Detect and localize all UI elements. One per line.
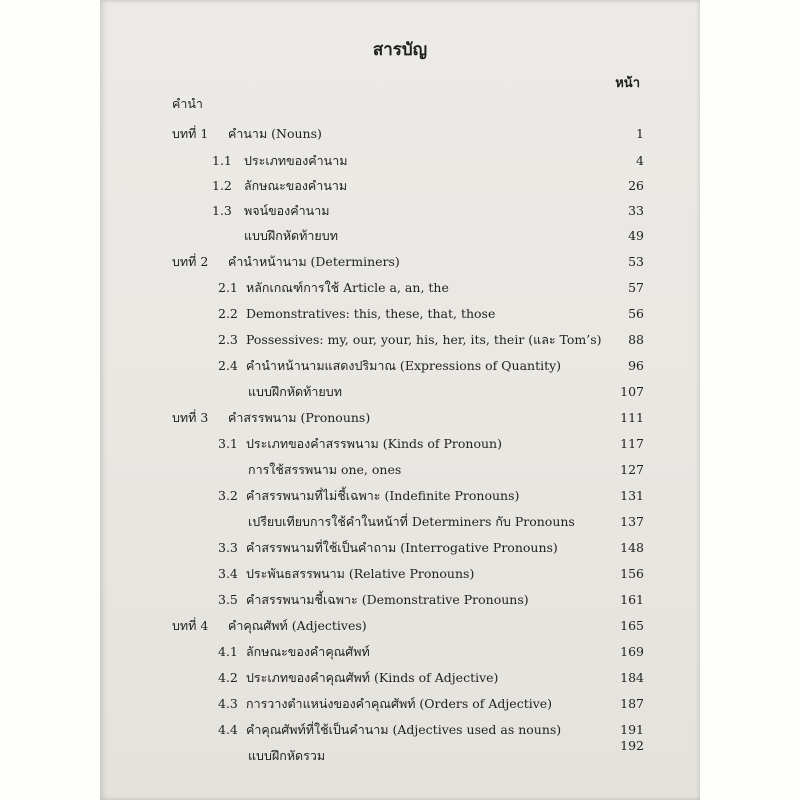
toc-entry-label: คำคุณศัพท์ที่ใช้เป็นคำนาม (Adjectives used as nouns): [246, 722, 562, 737]
toc-entry-number: บทที่ 1: [172, 126, 209, 141]
toc-entry-label: ประเภทของคำนาม: [244, 153, 348, 168]
toc-entry-page: 131: [620, 488, 644, 503]
toc-entry-label: แบบฝึกหัดรวม: [248, 748, 326, 763]
toc-entry: [0, 303, 800, 325]
toc-entry: [0, 537, 800, 559]
toc-entry: [0, 433, 800, 455]
toc-entry-page: 57: [628, 280, 644, 295]
toc-entry-number: 3.3: [218, 540, 238, 555]
toc-entry-number: 3.2: [218, 488, 238, 503]
toc-entry-page: 88: [628, 332, 644, 347]
toc-entry-page: 26: [628, 178, 644, 193]
toc-entry-label: คำสรรพนามที่ใช้เป็นคำถาม (Interrogative Pronouns): [246, 540, 558, 555]
toc-entry-number: 3.5: [218, 592, 238, 607]
toc-entry-label: พจน์ของคำนาม: [244, 203, 330, 218]
toc-entry-number: 1.1: [212, 153, 232, 168]
toc-entry-label: คำสรรพนาม (Pronouns): [228, 410, 371, 425]
toc-chapter-2: [0, 251, 800, 273]
page-title: สารบัญ: [372, 40, 428, 60]
toc-entry-page: 169: [620, 644, 644, 659]
toc-entry-label: คำนำหน้านามแสดงปริมาณ (Expressions of Quantity): [246, 358, 562, 373]
toc-entry-preface: [0, 93, 800, 115]
toc-entry-label: คำนำ: [172, 96, 203, 111]
toc-entry-label: คำสรรพนามชี้เฉพาะ (Demonstrative Pronouns): [246, 592, 529, 607]
toc-entry-page: 192: [620, 738, 644, 753]
toc-entry-page: 49: [628, 228, 644, 243]
toc-entry-label: Possessives: my, our, your, his, her, its, their (และ Tom’s): [246, 332, 602, 347]
toc-entry: [0, 589, 800, 611]
toc-entry-label: คำสรรพนามที่ไม่ชี้เฉพาะ (Indefinite Pronouns): [246, 488, 520, 503]
toc-entry-page: 137: [620, 514, 644, 529]
toc-entry: [0, 563, 800, 585]
toc-entry-number: 4.3: [218, 696, 238, 711]
toc-entry-number: 1.2: [212, 178, 232, 193]
toc-chapter-4: [0, 615, 800, 637]
page-column-header: หน้า: [615, 76, 640, 91]
toc-entry-page: 107: [620, 384, 644, 399]
toc-entry-label: แบบฝึกหัดท้ายบท: [248, 384, 342, 399]
toc-entry-page: 1: [636, 126, 644, 141]
toc-entry-label: ประพันธสรรพนาม (Relative Pronouns): [246, 566, 475, 581]
toc-entry-number: 2.3: [218, 332, 238, 347]
toc-entry-page: 165: [620, 618, 644, 633]
toc-entry-label: คำนาม (Nouns): [228, 126, 322, 141]
toc-entry-page: 191: [620, 722, 644, 737]
toc-entry-page: 53: [628, 254, 644, 269]
toc-entry: [0, 693, 800, 715]
toc-entry: [0, 150, 800, 172]
toc-entry-label: Demonstratives: this, these, that, those: [246, 306, 496, 321]
toc-entry-label: ประเภทของคำคุณศัพท์ (Kinds of Adjective): [246, 670, 499, 685]
toc-entry-page: 148: [620, 540, 644, 555]
toc-entry-number: บทที่ 3: [172, 410, 209, 425]
toc-entry-number: 4.1: [218, 644, 238, 659]
toc-entry-label: เปรียบเทียบการใช้คำในหน้าที่ Determiners กับ Pronouns: [248, 514, 575, 529]
toc-entry-label: หลักเกณฑ์การใช้ Article a, an, the: [246, 280, 449, 295]
toc-entry-number: 2.4: [218, 358, 238, 373]
toc-entry: [0, 175, 800, 197]
toc-entry-page: 4: [636, 153, 644, 168]
toc-entry-label: ลักษณะของคำคุณศัพท์: [246, 644, 370, 659]
toc-entry: [0, 511, 800, 533]
toc-entry-number: บทที่ 4: [172, 618, 209, 633]
toc-entry-page: 33: [628, 203, 644, 218]
toc-entry-exercise: [0, 381, 800, 403]
toc-entry: [0, 355, 800, 377]
toc-entry-page: 56: [628, 306, 644, 321]
toc-entry-page: 187: [620, 696, 644, 711]
toc-entry: [0, 667, 800, 689]
toc-entry: [0, 277, 800, 299]
toc-entry-exercise: [0, 738, 800, 767]
toc-entry-page: 111: [620, 410, 644, 425]
toc-chapter-3: [0, 407, 800, 429]
toc-entry-number: 3.1: [218, 436, 238, 451]
toc-entry-number: 3.4: [218, 566, 238, 581]
toc-entry-page: 161: [620, 592, 644, 607]
toc-entry-number: 4.2: [218, 670, 238, 685]
toc-entry-page: 156: [620, 566, 644, 581]
toc-entry: [0, 329, 800, 351]
toc-entry-label: คำนำหน้านาม (Determiners): [228, 254, 400, 269]
toc-entry: [0, 719, 800, 741]
toc-entry-label: ประเภทของคำสรรพนาม (Kinds of Pronoun): [246, 436, 502, 451]
toc-entry-label: แบบฝึกหัดท้ายบท: [244, 228, 338, 243]
toc-entry: [0, 459, 800, 481]
toc-entry-number: 1.3: [212, 203, 232, 218]
toc-entry-number: บทที่ 2: [172, 254, 209, 269]
toc-entry-page: 96: [628, 358, 644, 373]
toc-entry: [0, 641, 800, 663]
toc-entry-number: 2.1: [218, 280, 238, 295]
toc-entry: [0, 200, 800, 222]
toc-entry-label: คำคุณศัพท์ (Adjectives): [228, 618, 367, 633]
toc-entry-label: ลักษณะของคำนาม: [244, 178, 348, 193]
toc-entry-label: การวางตำแหน่งของคำคุณศัพท์ (Orders of Adjective): [246, 696, 553, 711]
toc-entry-number: 2.2: [218, 306, 238, 321]
toc-entry: [0, 485, 800, 507]
toc-entry-label: การใช้สรรพนาม one, ones: [248, 462, 402, 477]
toc-chapter-1: [0, 123, 800, 145]
toc-entry-page: 184: [620, 670, 644, 685]
toc-entry-page: 117: [620, 436, 644, 451]
toc-entry-exercise: [0, 225, 800, 247]
toc-entry-page: 127: [620, 462, 644, 477]
toc-entry-number: 4.4: [218, 722, 238, 737]
